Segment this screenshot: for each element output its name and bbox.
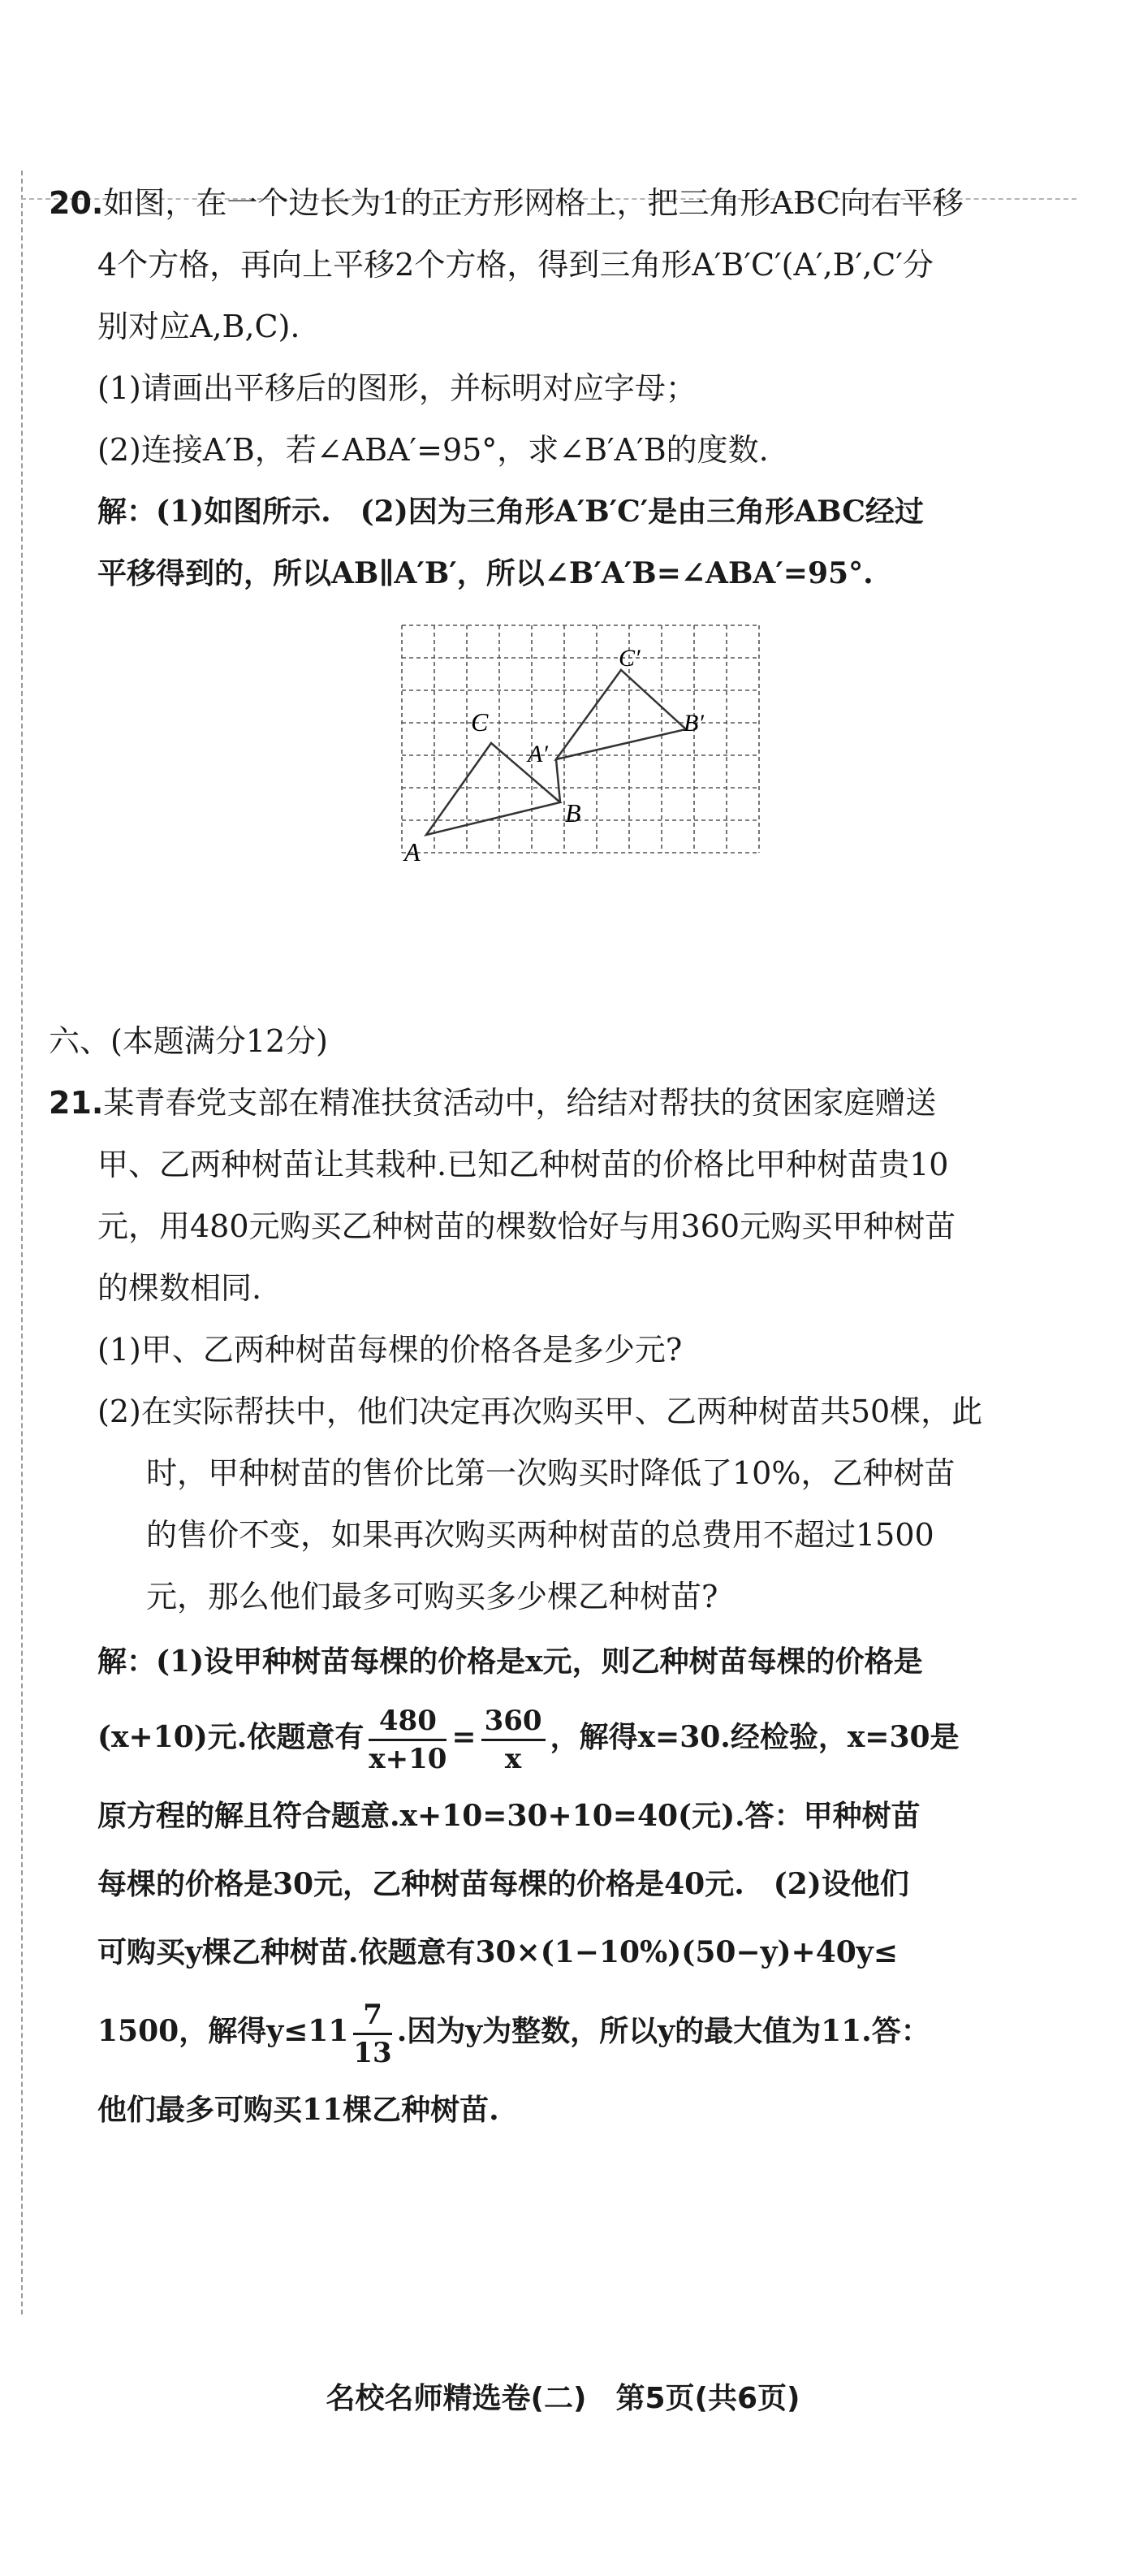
question-number: 21. <box>49 1085 104 1121</box>
denominator: x+10 <box>369 1742 447 1775</box>
stem-line: 某青春党支部在精准扶贫活动中，给结对帮扶的贫困家庭赠送 <box>103 1085 937 1121</box>
stem-line: 别对应A,B,C). <box>97 309 300 344</box>
fold-line <box>21 171 23 2315</box>
triangle-a1b1c1 <box>556 670 686 759</box>
label-a-prime: A′ <box>528 741 548 767</box>
numerator: 360 <box>481 1703 546 1741</box>
stem-line: 的棵数相同. <box>97 1270 262 1306</box>
stem-line: 如图，在一个边长为1的正方形网格上，把三角形ABC向右平移 <box>103 185 964 221</box>
answer-line: (x+10)元.依题意有 <box>97 1720 365 1754</box>
stem-line: 4个方格，再向上平移2个方格，得到三角形A′B′C′(A′,B′,C′分 <box>97 247 934 283</box>
fraction <box>481 1703 546 1777</box>
label-b-prime: B′ <box>684 710 704 737</box>
section-6 <box>49 1010 1084 1072</box>
answer-line: 平移得到的，所以AB∥A′B′，所以∠B′A′B=∠ABA′=95°. <box>97 556 874 590</box>
fraction <box>369 1703 447 1777</box>
answer-line: 1500，解得y≤11 <box>97 2014 349 2048</box>
translation-figure <box>398 617 779 869</box>
numerator: 480 <box>369 1703 447 1741</box>
question-20 <box>49 172 1084 604</box>
stem-line: 元，用480元购买乙种树苗的棵数恰好与用360元购买甲种树苗 <box>97 1208 956 1244</box>
sub-question-1: (1)请画出平移后的图形，并标明对应字母； <box>97 370 697 406</box>
sub-question-2: (2)连接A′B，若∠ABA′=95°，求∠B′A′B的度数. <box>97 432 769 468</box>
answer-line: 可购买y棵乙种树苗.依题意有30×(1−10%)(50−y)+40y≤ <box>97 1935 898 1969</box>
sub-question-1: (1)甲、乙两种树苗每棵的价格各是多少元? <box>97 1332 683 1368</box>
denominator: 13 <box>353 2036 392 2069</box>
section-title: 六、(本题满分12分) <box>49 1023 329 1059</box>
question-number: 20. <box>49 185 104 221</box>
answer-line: 解：(1)如图所示. (2)因为三角形A′B′C′是由三角形ABC经过 <box>97 495 924 529</box>
stem-line: 甲、乙两种树苗让其栽种.已知乙种树苗的价格比甲种树苗贵10 <box>97 1147 949 1182</box>
answer-line: 每棵的价格是30元，乙种树苗每棵的价格是40元. (2)设他们 <box>97 1867 909 1901</box>
answer-line: 他们最多可购买11棵乙种树苗. <box>97 2093 499 2127</box>
answer-line: ，解得x=30.经检验，x=30是 <box>550 1720 960 1754</box>
answer-line: 解：(1)设甲种树苗每棵的价格是x元，则乙种树苗每棵的价格是 <box>97 1645 923 1679</box>
label-a: A <box>404 837 421 867</box>
sub-question-2: (2)在实际帮扶中，他们决定再次购买甲、乙两种树苗共50棵，此 <box>97 1394 983 1429</box>
label-c-prime: C′ <box>619 645 641 672</box>
sub-question-2: 元，那么他们最多可购买多少棵乙种树苗? <box>146 1579 718 1614</box>
page-footer: 名校名师精选卷(二) 第5页(共6页) <box>326 2382 800 2415</box>
segment-a1b <box>556 759 560 802</box>
answer-line: .因为y为整数，所以y的最大值为11.答： <box>396 2014 930 2048</box>
fraction <box>353 1997 391 2071</box>
label-b: B <box>565 798 581 828</box>
sub-question-2: 的售价不变，如果再次购买两种树苗的总费用不超过1500 <box>146 1517 934 1553</box>
denominator: x <box>504 1742 522 1775</box>
label-c: C <box>471 707 489 737</box>
sub-question-2: 时，甲种树苗的售价比第一次购买时降低了10%，乙种树苗 <box>146 1455 956 1491</box>
numerator: 7 <box>353 1997 391 2035</box>
equals-sign: = <box>451 1720 477 1754</box>
answer-line: 原方程的解且符合题意.x+10=30+10=40(元).答：甲种树苗 <box>97 1799 921 1833</box>
question-21 <box>49 1072 1084 2144</box>
